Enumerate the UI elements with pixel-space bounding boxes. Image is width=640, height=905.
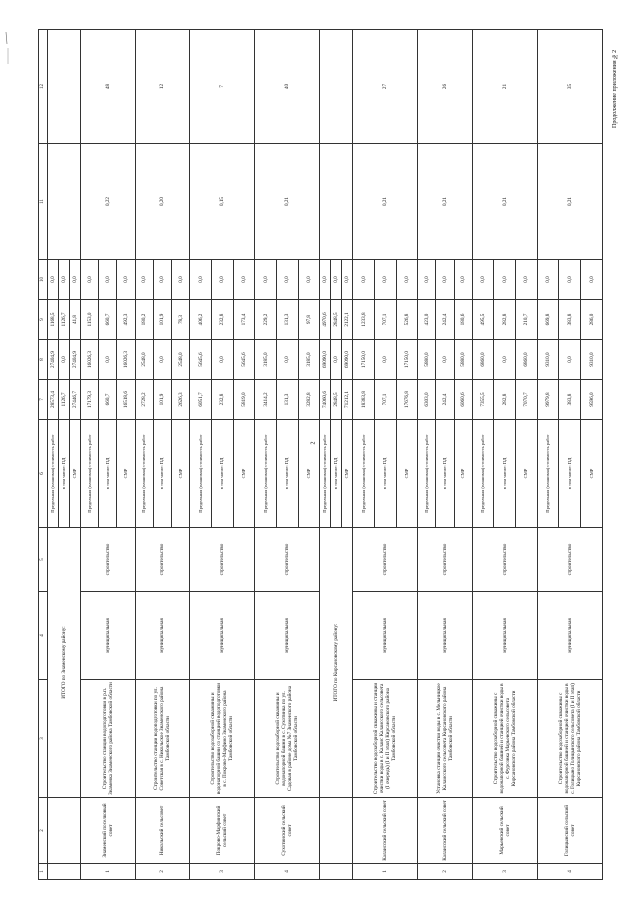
owner-cell: Калаисский сельский совет <box>353 798 418 864</box>
value-cell: 16518,6 <box>117 380 135 420</box>
row-number: 3 <box>472 864 537 880</box>
row-label: в том числе: ПД <box>59 420 70 528</box>
value-cell: 1233,8 <box>353 300 375 340</box>
value-cell: 3185,0 <box>255 340 277 380</box>
row-label: в том числе: ПД <box>276 420 298 528</box>
row-label: в том числе: ПД <box>153 420 171 528</box>
row-number: 1 <box>353 864 418 880</box>
value-cell: 669,8 <box>537 300 559 340</box>
value-cell: 0,0 <box>436 340 454 380</box>
value-cell: 232,8 <box>211 300 233 340</box>
continuation-note: Продолжение приложения №2 <box>612 49 618 128</box>
value-cell: 5819,0 <box>233 380 255 420</box>
value-cell: 0,0 <box>190 260 212 300</box>
value-cell: 286,0 <box>581 300 603 340</box>
total-blank <box>320 144 353 260</box>
value-cell: 180,2 <box>135 300 153 340</box>
value-cell: 16026,3 <box>117 340 135 380</box>
value-cell: 3185,0 <box>298 340 320 380</box>
object-cell: Строительство водозаборной скважины с водонапорной башней и станцией очистки воды в с. Фурсовка Марьевского сельсовета Кирсановского района Тамбовской области <box>472 680 537 798</box>
table-row <box>190 30 212 880</box>
value-cell: 6860,0 <box>472 340 494 380</box>
col-num: 10 <box>39 260 48 300</box>
value-cell: 0,0 <box>559 260 581 300</box>
row-label: СМР <box>396 420 418 528</box>
value-cell: 3282,8 <box>298 380 320 420</box>
ownership-cell: муниципальная <box>81 592 136 680</box>
row-label: Предельная (плановая) стоимость работ <box>353 420 375 528</box>
owner-cell: Голицынский сельский совет <box>537 798 602 864</box>
row-label: Предельная (плановая) стоимость работ <box>320 420 331 528</box>
value-cell: 0,0 <box>276 260 298 300</box>
value-cell: 2848,5 <box>331 300 342 340</box>
col-num: 3 <box>39 680 48 798</box>
object-cell: Строительство водозаборной скважины и станции очистки воды в с. Калаис Калаисского сельсовета (I очередь) (I и II этап) Кирсановского района Тамбовской области <box>353 680 418 798</box>
length-cell: 12 <box>135 30 190 144</box>
table-row <box>81 30 99 880</box>
value-cell: 383,8 <box>559 300 581 340</box>
row-number: 2 <box>135 864 190 880</box>
value-cell: 17150,0 <box>396 340 418 380</box>
table-row <box>472 30 494 880</box>
col-num: 1 <box>39 864 48 880</box>
row-label: Предельная (плановая) стоимость работ <box>190 420 212 528</box>
value-cell: 0,0 <box>233 260 255 300</box>
value-cell: 28573,4 <box>48 380 59 420</box>
value-cell: 0,0 <box>494 340 516 380</box>
value-cell: 2548,0 <box>172 340 190 380</box>
work-type-cell: строительство <box>255 528 320 592</box>
value-cell: 78,3 <box>172 300 190 340</box>
capacity-cell: 0,21 <box>537 144 602 260</box>
capacity-cell: 0,21 <box>353 144 418 260</box>
work-type-cell: строительство <box>472 528 537 592</box>
value-cell: 69090,0 <box>342 340 353 380</box>
value-cell: 9310,0 <box>537 340 559 380</box>
total-label: ИТОГО по Кирсановскому району: <box>320 528 353 798</box>
owner-cell: Сухотинский сельский совет <box>255 798 320 864</box>
ownership-cell: муниципальная <box>537 592 602 680</box>
total-row <box>48 30 59 880</box>
row-label: Предельная (плановая) стоимость работ <box>81 420 99 528</box>
value-cell: 9596,0 <box>581 380 603 420</box>
value-cell: 6303,0 <box>418 380 436 420</box>
col-num: 9 <box>39 300 48 340</box>
value-cell: 229,2 <box>255 300 277 340</box>
value-cell: 0,0 <box>255 260 277 300</box>
value-cell: 27404,9 <box>48 340 59 380</box>
capacity-cell: 0,15 <box>190 144 255 260</box>
value-cell: 69090,0 <box>320 340 331 380</box>
value-cell: 27404,9 <box>70 340 81 380</box>
value-cell: 0,0 <box>59 340 70 380</box>
value-cell: 17150,0 <box>353 340 375 380</box>
work-type-cell: строительство <box>190 528 255 592</box>
value-cell: 97,8 <box>298 300 320 340</box>
row-label: СМР <box>117 420 135 528</box>
total-blank <box>48 144 81 260</box>
value-cell: 0,0 <box>276 340 298 380</box>
value-cell: 5645,6 <box>190 340 212 380</box>
value-cell: 0,0 <box>418 260 436 300</box>
value-cell: 101,9 <box>153 300 171 340</box>
capacity-cell: 0,21 <box>418 144 473 260</box>
length-cell: 48 <box>81 30 136 144</box>
value-cell: 1168,5 <box>48 300 59 340</box>
value-cell: 660,7 <box>99 300 117 340</box>
ownership-cell: муниципальная <box>418 592 473 680</box>
value-cell: 27446,7 <box>70 380 81 420</box>
value-cell: 232,8 <box>211 380 233 420</box>
value-cell: 492,3 <box>117 300 135 340</box>
value-cell: 242,4 <box>436 300 454 340</box>
row-number: 2 <box>418 864 473 880</box>
value-cell: 210,7 <box>516 300 538 340</box>
value-cell: 180,6 <box>454 300 472 340</box>
col-num: 8 <box>39 340 48 380</box>
value-cell: 0,0 <box>320 260 331 300</box>
col-num: 4 <box>39 592 48 680</box>
value-cell: 0,0 <box>172 260 190 300</box>
value-cell: 0,0 <box>211 260 233 300</box>
value-cell: 0,0 <box>99 340 117 380</box>
value-cell: 660,7 <box>99 380 117 420</box>
owner-cell: Марьевский сельский совет <box>472 798 537 864</box>
row-number: 4 <box>537 864 602 880</box>
value-cell: 0,0 <box>59 260 70 300</box>
length-cell: 21 <box>472 30 537 144</box>
work-type-cell: строительство <box>537 528 602 592</box>
value-cell: 18383,8 <box>353 380 375 420</box>
work-type-cell: строительство <box>418 528 473 592</box>
row-label: СМР <box>172 420 190 528</box>
value-cell: 0,0 <box>135 260 153 300</box>
row-label: СМР <box>233 420 255 528</box>
col-num: 5 <box>39 528 48 592</box>
page-number: 2 <box>310 441 317 445</box>
value-cell: 0,0 <box>472 260 494 300</box>
value-cell: 0,0 <box>153 340 171 380</box>
table-row <box>353 30 375 880</box>
object-cell: Установка станции очистки воды в с. Мельницкое Калаисского сельсовета Кирсановского района Тамбовской области <box>418 680 473 798</box>
financing-table <box>38 29 603 880</box>
value-cell: 0,0 <box>494 260 516 300</box>
value-cell: 1126,7 <box>59 300 70 340</box>
col-num: 12 <box>39 30 48 144</box>
row-label: в том числе: ПД <box>211 420 233 528</box>
col-num: 7 <box>39 380 48 420</box>
row-label: Предельная (плановая) стоимость работ <box>48 420 59 528</box>
table-row <box>537 30 559 880</box>
value-cell: 5645,6 <box>233 340 255 380</box>
ownership-cell: муниципальная <box>353 592 418 680</box>
value-cell: 242,4 <box>436 380 454 420</box>
table-row <box>135 30 153 880</box>
row-label: в том числе: ПД <box>436 420 454 528</box>
table-row <box>418 30 436 880</box>
value-cell: 282,8 <box>494 380 516 420</box>
table-row <box>255 30 277 880</box>
value-cell: 0,0 <box>48 260 59 300</box>
object-cell: Строительство станции водоподготовки по ул. Советская в с. Никольское Знаменского района Тамбовской области <box>135 680 190 798</box>
column-number-row <box>39 30 48 880</box>
col-num: 11 <box>39 144 48 260</box>
value-cell: 5880,0 <box>418 340 436 380</box>
value-cell: 495,5 <box>472 300 494 340</box>
value-cell: 0,0 <box>454 260 472 300</box>
value-cell: 6860,0 <box>516 340 538 380</box>
value-cell: 2122,1 <box>342 300 353 340</box>
row-label: в том числе: ПД <box>99 420 117 528</box>
row-number: 1 <box>81 864 136 880</box>
value-cell: 17179,3 <box>81 380 99 420</box>
value-cell: 131,3 <box>276 380 298 420</box>
value-cell: 0,0 <box>559 340 581 380</box>
value-cell: 0,0 <box>537 260 559 300</box>
value-cell: 423,0 <box>418 300 436 340</box>
row-label: в том числе: ПД <box>494 420 516 528</box>
value-cell: 0,0 <box>117 260 135 300</box>
row-number: 4 <box>255 864 320 880</box>
row-label: в том числе: ПД <box>559 420 581 528</box>
value-cell: 6051,7 <box>190 380 212 420</box>
value-cell: 0,0 <box>331 340 342 380</box>
value-cell: 2728,2 <box>135 380 153 420</box>
row-label: в том числе: ПД <box>331 420 342 528</box>
value-cell: 9310,0 <box>581 340 603 380</box>
row-label: СМР <box>70 420 81 528</box>
ownership-cell: муниципальная <box>190 592 255 680</box>
row-label: СМР <box>298 420 320 528</box>
value-cell: 131,3 <box>276 300 298 340</box>
total-blank <box>320 864 353 880</box>
row-label: СМР <box>516 420 538 528</box>
ownership-cell: муниципальная <box>472 592 537 680</box>
total-blank <box>48 864 81 880</box>
table-rotator <box>38 30 603 880</box>
value-cell: 7355,5 <box>472 380 494 420</box>
capacity-cell: 0,20 <box>135 144 190 260</box>
total-label: ИТОГО по Знаменскому району: <box>48 528 81 798</box>
value-cell: 406,2 <box>190 300 212 340</box>
row-label: Предельная (плановая) стоимость работ <box>537 420 559 528</box>
value-cell: 0,0 <box>99 260 117 300</box>
value-cell: 707,1 <box>374 380 396 420</box>
row-label: СМР <box>454 420 472 528</box>
row-label: СМР <box>581 420 603 528</box>
capacity-cell: 0,21 <box>472 144 537 260</box>
value-cell: 5880,0 <box>454 340 472 380</box>
object-cell: Строительство водозаборной скважины и водонапорной башни в с. Сухотинка по ул. Садовая в районе дома №7 Знаменского района Тамбовской области <box>255 680 320 798</box>
value-cell: 0,0 <box>298 260 320 300</box>
value-cell: 9979,8 <box>537 380 559 420</box>
value-cell: 0,0 <box>353 260 375 300</box>
value-cell: 0,0 <box>331 260 342 300</box>
value-cell: 2848,5 <box>331 380 342 420</box>
value-cell: 0,0 <box>153 260 171 300</box>
value-cell: 707,1 <box>374 300 396 340</box>
value-cell: 173,4 <box>233 300 255 340</box>
value-cell: 4970,6 <box>320 300 331 340</box>
value-cell: 71212,1 <box>342 380 353 420</box>
value-cell: 0,0 <box>436 260 454 300</box>
row-label: Предельная (плановая) стоимость работ <box>135 420 153 528</box>
row-label: Предельная (плановая) стоимость работ <box>472 420 494 528</box>
length-cell: 35 <box>537 30 602 144</box>
row-label: в том числе: ПД <box>374 420 396 528</box>
length-cell: 7 <box>190 30 255 144</box>
total-blank <box>320 798 353 864</box>
work-type-cell: строительство <box>135 528 190 592</box>
row-label: Предельная (плановая) стоимость работ <box>418 420 436 528</box>
length-cell: 27 <box>353 30 418 144</box>
value-cell: 0,0 <box>70 260 81 300</box>
value-cell: 3414,2 <box>255 380 277 420</box>
object-cell: Строительство водозаборной скважины и водонапорной башни со станцией водоподготовки в с. Покрово-Марфино Знаменского района Тамбовской области <box>190 680 255 798</box>
work-type-cell: строительство <box>353 528 418 592</box>
row-number: 3 <box>190 864 255 880</box>
value-cell: 2548,0 <box>135 340 153 380</box>
owner-cell: Знаменский поселковый совет <box>81 798 136 864</box>
owner-cell: Калаисский сельский совет <box>418 798 473 864</box>
value-cell: 41,8 <box>70 300 81 340</box>
value-cell: 0,0 <box>581 260 603 300</box>
value-cell: 17676,8 <box>396 380 418 420</box>
value-cell: 0,0 <box>211 340 233 380</box>
object-cell: Строительство водозаборной скважины с водонапорной башней и станцией очистки воды в с. Голицыно Голицынского сельсовета (I и II этап) Кирсановского района Тамбовской области <box>537 680 602 798</box>
value-cell: 0,0 <box>396 260 418 300</box>
value-cell: 2626,3 <box>172 380 190 420</box>
total-blank <box>320 30 353 144</box>
scan-artifact <box>4 30 12 66</box>
total-blank <box>48 30 81 144</box>
length-cell: 40 <box>255 30 320 144</box>
value-cell: 101,9 <box>153 380 171 420</box>
value-cell: 0,0 <box>342 260 353 300</box>
owner-cell: Никольский сельсовет <box>135 798 190 864</box>
row-label: Предельная (плановая) стоимость работ <box>255 420 277 528</box>
total-row <box>320 30 331 880</box>
length-cell: 26 <box>418 30 473 144</box>
capacity-cell: 0,21 <box>255 144 320 260</box>
value-cell: 74060,6 <box>320 380 331 420</box>
value-cell: 0,0 <box>374 260 396 300</box>
col-num: 6 <box>39 420 48 528</box>
value-cell: 0,0 <box>374 340 396 380</box>
work-type-cell: строительство <box>81 528 136 592</box>
value-cell: 0,0 <box>516 260 538 300</box>
row-label: СМР <box>342 420 353 528</box>
value-cell: 282,8 <box>494 300 516 340</box>
ownership-cell: муниципальная <box>255 592 320 680</box>
value-cell: 1153,0 <box>81 300 99 340</box>
value-cell: 6060,6 <box>454 380 472 420</box>
ownership-cell: муниципальная <box>135 592 190 680</box>
total-blank <box>48 798 81 864</box>
value-cell: 7070,7 <box>516 380 538 420</box>
owner-cell: Покрово-Марфинский сельский совет <box>190 798 255 864</box>
value-cell: 16026,3 <box>81 340 99 380</box>
value-cell: 1126,7 <box>59 380 70 420</box>
value-cell: 526,8 <box>396 300 418 340</box>
value-cell: 0,0 <box>81 260 99 300</box>
object-cell: Строительство станции водоподготовки в р.п. Знаменка Знаменского района Тамбовской области <box>81 680 136 798</box>
col-num: 2 <box>39 798 48 864</box>
capacity-cell: 0,22 <box>81 144 136 260</box>
value-cell: 383,8 <box>559 380 581 420</box>
